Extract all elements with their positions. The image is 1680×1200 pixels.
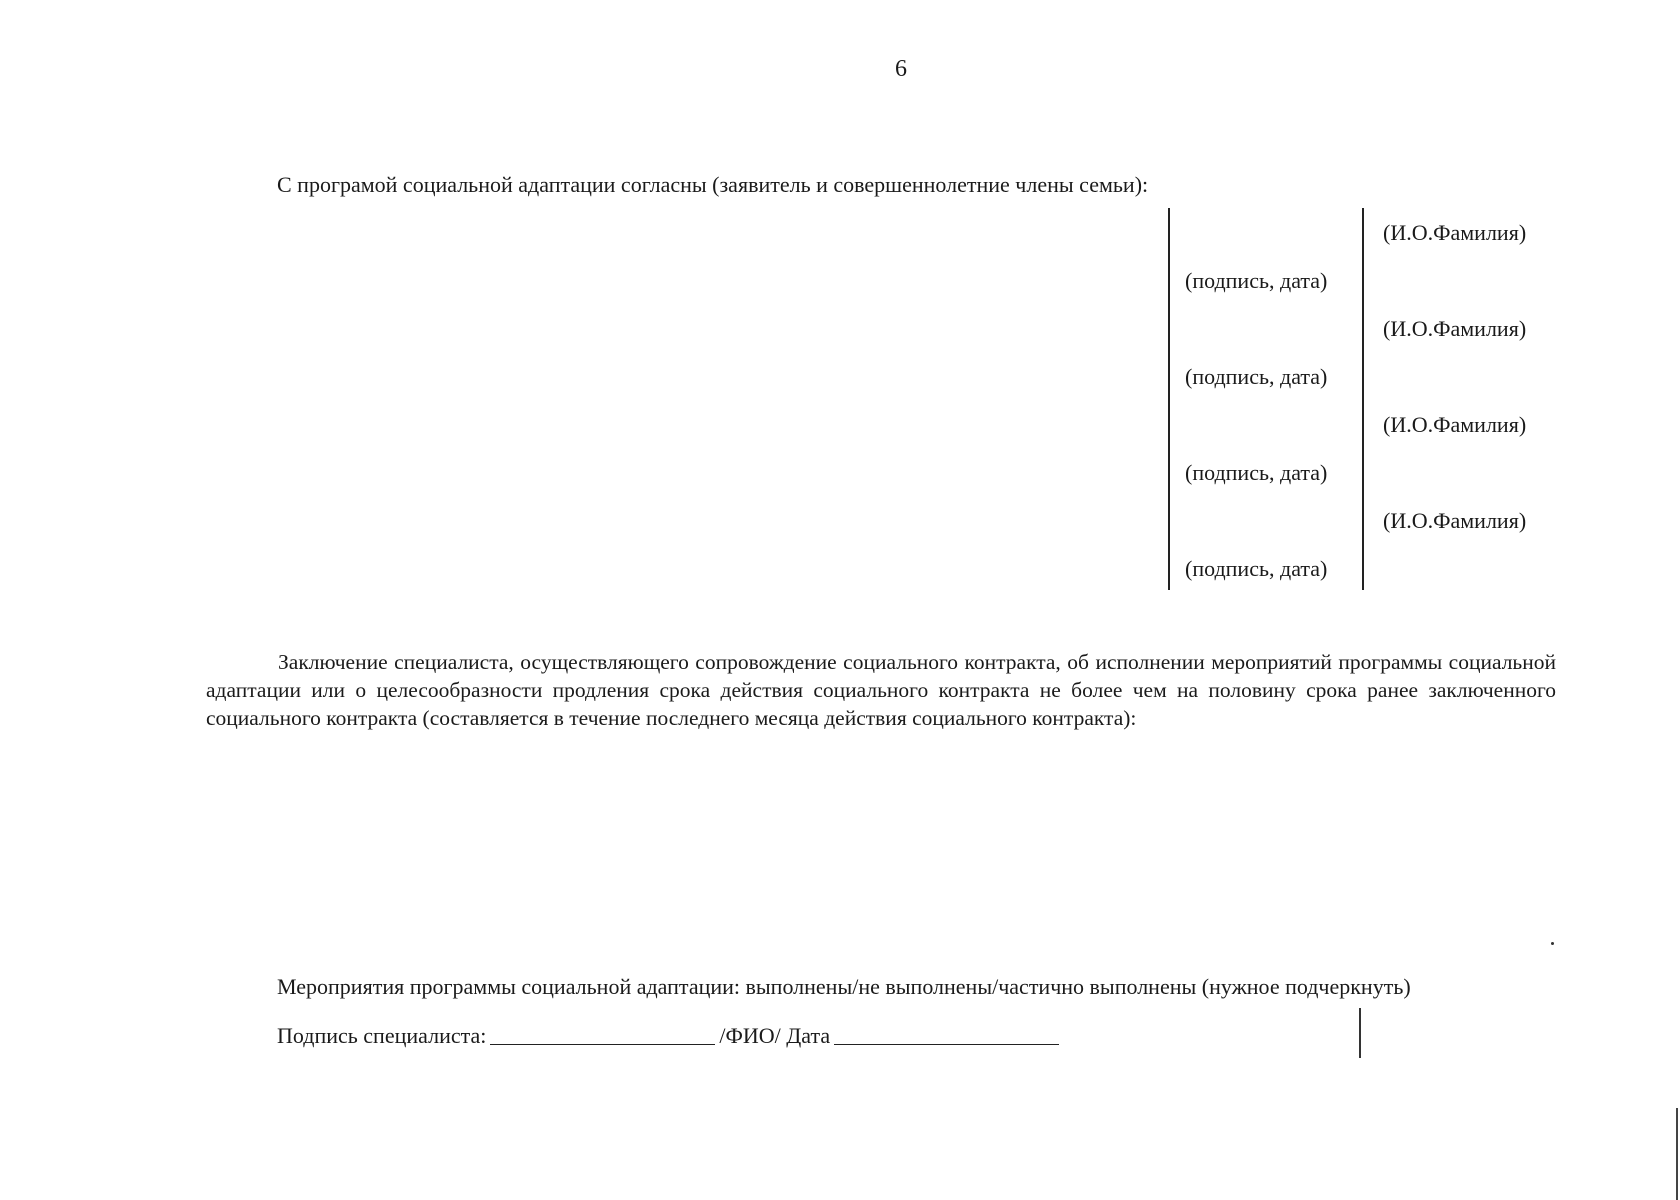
name-label-3: (И.О.Фамилия) — [1383, 412, 1527, 437]
name-label-4: (И.О.Фамилия) — [1383, 508, 1527, 533]
measures-status-line: Мероприятия программы социальной адаптации: выполнены/не выполнены/частично выполнены (нужное подчеркнуть) — [277, 974, 1411, 999]
page-number: 6 — [895, 56, 907, 82]
signature-label-2: (подпись, дата) — [1185, 364, 1328, 389]
fio-date-label: /ФИО/ Дата — [719, 1023, 831, 1048]
signature-label-3: (подпись, дата) — [1185, 460, 1328, 485]
specialist-conclusion-paragraph: Заключение специалиста, осуществляющего сопровождение социального контракта, об исполнении мероприятий программы социальной адаптации или о целесообразности продления срока действия социального контракта не более чем на половину срока ранее заключенного социального контракта (составляется в течение последнего месяца действия социального контракта): — [206, 650, 1556, 730]
scan-speck — [1551, 942, 1554, 945]
signature-label-4: (подпись, дата) — [1185, 556, 1328, 581]
signature-table — [1168, 208, 1364, 590]
name-label-2: (И.О.Фамилия) — [1383, 316, 1527, 341]
specialist-signature-label: Подпись специалиста: — [277, 1023, 487, 1048]
page-edge-mark — [1676, 1108, 1678, 1200]
signature-blank-field[interactable] — [490, 1022, 715, 1045]
date-blank-field[interactable] — [834, 1022, 1059, 1045]
vertical-rule-mark — [1359, 1008, 1361, 1058]
name-label-1: (И.О.Фамилия) — [1383, 220, 1527, 245]
signature-label-1: (подпись, дата) — [1185, 268, 1328, 293]
specialist-signature-row — [277, 1022, 1063, 1049]
agreement-heading: С програмой социальной адаптации согласны (заявитель и совершеннолетние члены семьи): — [277, 172, 1149, 197]
